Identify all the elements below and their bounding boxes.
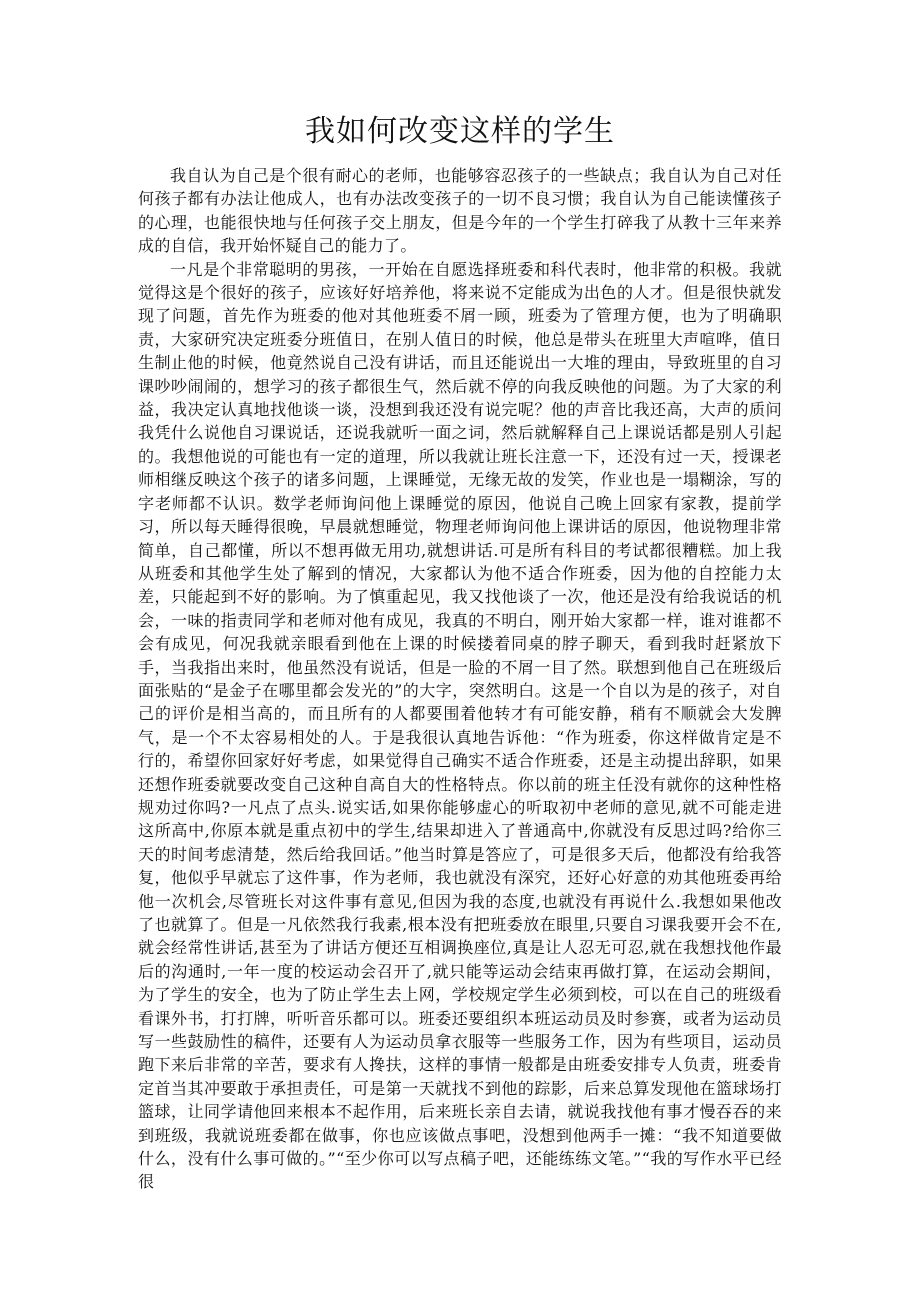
paragraph-story: 一凡是个非常聪明的男孩，一开始在自愿选择班委和科代表时，他非常的积极。我就觉得这是个很好的孩子，应该好好培养他，将来说不定能成为出色的人才。但是很快就发现了问题，首先作为班委的他对其他班委不屑一顾，班委为了管理方便，也为了明确职责，大家研究决定班委分班值日，在别人值日的时候，他总是带头在班里大声喧哗，值日生制止他的时候，他竟然说自己没有讲话，而且还能说出一大堆的理由，导致班里的自习课吵吵闹闹的，想学习的孩子都很生气，然后就不停的向我反映他的问题。为了大家的利益，我决定认真地找他谈一谈，没想到我还没有说完呢？他的声音比我还高，大声的质问我凭什么说他自习课说话，还说我就听一面之词，然后就解释自己上课说话都是别人引起的。我想他说的可能也有一定的道理，所以我就让班长注意一下，还没有过一天，授课老师相继反映这个孩子的诸多问题，上课睡觉，无缘无故的发笑，作业也是一塌糊涂，写的字老师都不认识。数学老师询问他上课睡觉的原因，他说自己晚上回家有家教，提前学习，所以每天睡得很晚，早晨就想睡觉，物理老师询问他上课讲话的原因，他说物理非常简单，自己都懂，所以不想再做无用功,就想讲话.可是所有科目的考试都很糟糕。加上我从班委和其他学生处了解到的情况，大家都认为他不适合作班委，因为他的自控能力太差，只能起到不好的影响。为了慎重起见，我又找他谈了一次，他还是没有给我说话的机会，一味的指责同学和老师对他有成见，我真的不明白，刚开始大家都一样，谁对谁都不会有成见，何况我就亲眼看到他在上课的时候搂着同桌的脖子聊天，看到我时赶紧放下手，当我指出来时，他虽然没有说话，但是一脸的不屑一目了然。联想到他自己在班级后面张贴的“是金子在哪里都会发光的”的大字，突然明白。这是一个自以为是的孩子，对自己的评价是相当高的，而且所有的人都要围着他转才有可能安静，稍有不顺就会大发脾气，是一个不太容易相处的人。于是我很认真地告诉他：“作为班委，你这样做肯定是不行的，希望你回家好好考虑，如果觉得自己确实不适合作班委，还是主动提出辞职，如果还想作班委就要改变自己这种自高自大的性格特点。你以前的班主任没有就你的这种性格规劝过你吗?一凡点了点头.说实话,如果你能够虚心的听取初中老师的意见,就不可能走进这所高中,你原本就是重点初中的学生,结果却进入了普通高中,你就没有反思过吗?给你三天的时间考虑清楚，然后给我回话。”他当时算是答应了，可是很多天后，他都没有给我答复，他似乎早就忘了这件事，作为老师，我也就没有深究，还好心好意的劝其他班委再给他一次机会,尽管班长对这件事有意见,但因为我的态度,也就没有再说什么.我想如果他改了也就算了。但是一凡依然我行我素,根本没有把班委放在眼里,只要自习课我要开会不在,就会经常性讲话,甚至为了讲话方便还互相调换座位,真是让人忍无可忍,就在我想找他作最后的沟通时,一年一度的校运动会召开了,就只能等运动会结束再做打算，在运动会期间，为了学生的安全，也为了防止学生去上网，学校规定学生必须到校，可以在自己的班级看看课外书，打打牌，听听音乐都可以。班委还要组织本班运动员及时参赛，或者为运动员写一些鼓励性的稿件，还要有人为运动员拿衣服等一些服务工作，因为有些项目，运动员跑下来后非常的辛苦，要求有人搀扶，这样的事情一般都是由班委安排专人负责，班委肯定首当其冲要敢于承担责任，可是第一天就找不到他的踪影，后来总算发现他在篮球场打篮球，让同学请他回来根本不起作用，后来班长亲自去请，就说我找他有事才慢吞吞的来到班级，我就说班委都在做事，你也应该做点事吧，没想到他两手一摊：“我不知道要做什么，没有什么事可做的。”“至少你可以写点稿子吧，还能练练文笔。”“我的写作水平已经很 <box>138 259 782 1192</box>
document-title: 我如何改变这样的学生 <box>305 114 615 149</box>
paragraph-intro: 我自认为自己是个很有耐心的老师，也能够容忍孩子的一些缺点；我自认为自己对任何孩子都有办法让他成人，也有办法改变孩子的一切不良习惯；我自认为自己能读懂孩子的心理，也能很快地与任何孩子交上朋友，但是今年的一个学生打碎我了从教十三年来养成的自信，我开始怀疑自己的能力了。 <box>138 166 782 256</box>
document-page <box>138 112 782 1194</box>
